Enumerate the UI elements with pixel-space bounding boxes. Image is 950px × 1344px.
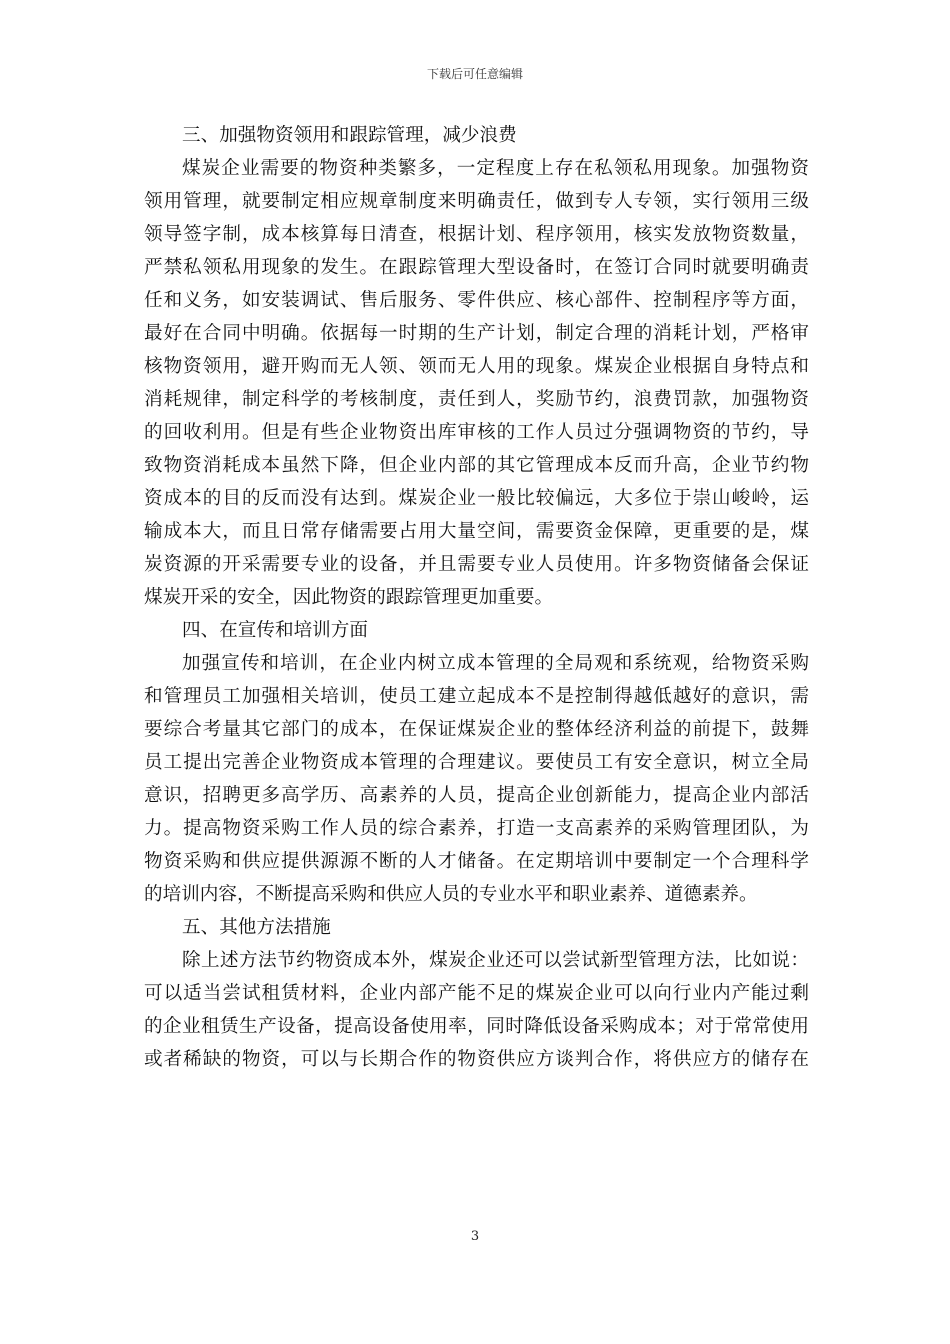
document-body (144, 119, 809, 1076)
paragraph-line: 物资采购和供应提供源源不断的人才储备。在定期培训中要制定一个合理科学 (144, 851, 809, 872)
page-header: 下载后可任意编辑 (426, 67, 523, 81)
paragraph-line: 可以适当尝试租赁材料，企业内部产能不足的煤炭企业可以向行业内产能过剩 (144, 983, 809, 1004)
paragraph-line: 除上述方法节约物资成本外，煤炭企业还可以尝试新型管理方法，比如说： (182, 950, 809, 971)
paragraph-line: 煤炭企业需要的物资种类繁多，一定程度上存在私领私用现象。加强物资 (182, 158, 809, 179)
paragraph-line: 的企业租赁生产设备，提高设备使用率，同时降低设备采购成本；对于常常使用 (144, 1016, 809, 1037)
paragraph-line: 任和义务，如安装调试、售后服务、零件供应、核心部件、控制程序等方面， (144, 290, 809, 311)
paragraph-line: 输成本大，而且日常存储需要占用大量空间，需要资金保障，更重要的是，煤 (144, 521, 809, 542)
paragraph-line: 煤炭开采的安全，因此物资的跟踪管理更加重要。 (144, 587, 554, 608)
paragraph-line: 加强宣传和培训，在企业内树立成本管理的全局观和系统观，给物资采购 (182, 653, 809, 674)
paragraph-line: 力。提高物资采购工作人员的综合素养，打造一支高素养的采购管理团队，为 (144, 818, 809, 839)
paragraph-line: 意识，招聘更多高学历、高素养的人员，提高企业创新能力，提高企业内部活 (144, 785, 809, 806)
paragraph-line: 要综合考量其它部门的成本，在保证煤炭企业的整体经济利益的前提下，鼓舞 (144, 719, 809, 740)
paragraph-line: 致物资消耗成本虽然下降，但企业内部的其它管理成本反而升高，企业节约物 (144, 455, 809, 476)
paragraph-line: 领用管理，就要制定相应规章制度来明确责任，做到专人专领，实行领用三级 (144, 191, 809, 212)
paragraph-line: 或者稀缺的物资，可以与长期合作的物资供应方谈判合作，将供应方的储存在 (144, 1049, 809, 1070)
paragraph-line: 炭资源的开采需要专业的设备，并且需要专业人员使用。许多物资储备会保证 (144, 554, 809, 575)
section-heading-5: 五、其他方法措施 (182, 917, 331, 938)
paragraph-line: 领导签字制，成本核算每日清查，根据计划、程序领用，核实发放物资数量， (144, 224, 809, 245)
paragraph-line: 和管理员工加强相关培训，使员工建立起成本不是控制得越低越好的意识，需 (144, 686, 809, 707)
page-number: 3 (470, 1229, 480, 1244)
paragraph-line: 最好在合同中明确。依据每一时期的生产计划，制定合理的消耗计划，严格审 (144, 323, 809, 344)
paragraph-line: 的回收利用。但是有些企业物资出库审核的工作人员过分强调物资的节约，导 (144, 422, 809, 443)
paragraph-line: 核物资领用，避开购而无人领、领而无人用的现象。煤炭企业根据自身特点和 (144, 356, 809, 377)
paragraph-line: 的培训内容，不断提高采购和供应人员的专业水平和职业素养、道德素养。 (144, 884, 758, 905)
section-heading-4: 四、在宣传和培训方面 (182, 620, 368, 641)
paragraph-line: 严禁私领私用现象的发生。在跟踪管理大型设备时，在签订合同时就要明确责 (144, 257, 809, 278)
section-heading-3: 三、加强物资领用和跟踪管理，减少浪费 (182, 125, 517, 146)
paragraph-line: 资成本的目的反而没有达到。煤炭企业一般比较偏远，大多位于崇山峻岭，运 (144, 488, 809, 509)
paragraph-line: 消耗规律，制定科学的考核制度，责任到人，奖励节约，浪费罚款，加强物资 (144, 389, 809, 410)
paragraph-line: 员工提出完善企业物资成本管理的合理建议。要使员工有安全意识，树立全局 (144, 752, 809, 773)
